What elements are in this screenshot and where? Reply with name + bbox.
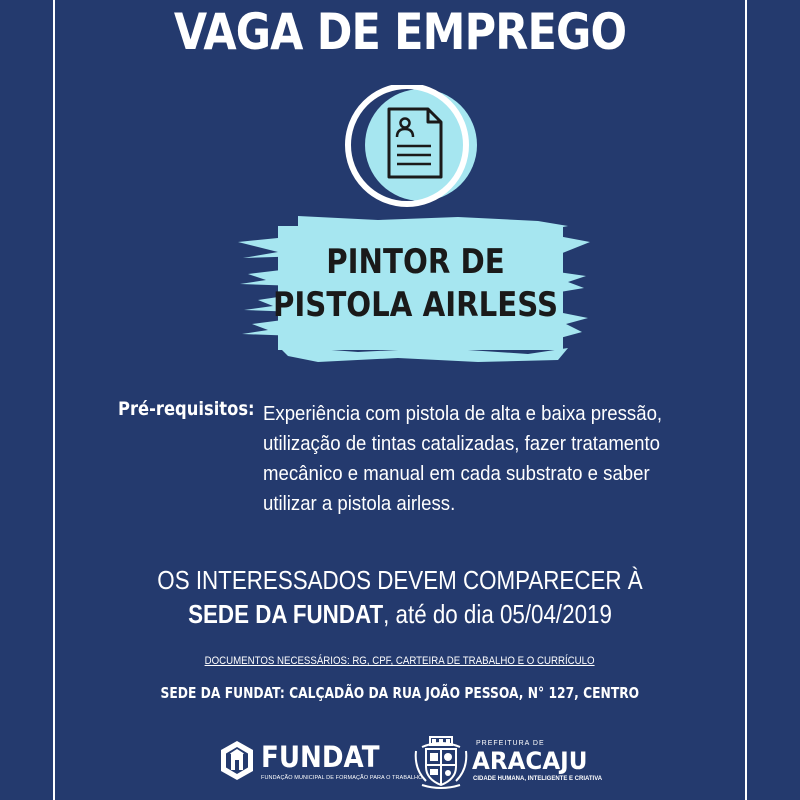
fundat-logo [219,738,423,788]
frame-line-left [53,0,55,800]
fundat-name: FUNDAT [261,740,380,774]
address-text: SEDE DA FUNDAT: CALÇADÃO DA RUA JOÃO PESSOA, N° 127, CENTRO [160,684,640,702]
required-documents-text: DOCUMENTOS NECESSÁRIOS: RG, CPF, CARTEIRA DE TRABALHO E O CURRÍCULO [205,655,595,667]
requirements-line: utilização de tintas catalizadas, fazer tratamento [263,433,661,455]
job-title [263,241,568,327]
job-title-line-2: PISTOLA AIRLESS [272,285,559,325]
fundat-tagline: FUNDAÇÃO MUNICIPAL DE FORMAÇÃO PARA O TRABALHO [261,775,423,781]
address [0,682,800,704]
requirements-text [263,399,743,519]
call-to-action-line-2 [56,596,744,632]
aracaju-coat-of-arms-icon [412,733,470,791]
headline: VAGA DE EMPREGO [173,3,627,61]
location-name: SEDE DA FUNDAT [188,599,384,629]
resume-document-icon [343,85,478,210]
requirements-line: mecânico e manual em cada substrato e saber [263,463,650,485]
aracaju-name: ARACAJU [472,747,588,775]
requirements-line: Experiência com pistola de alta e baixa pressão, [263,403,663,425]
requirements-label: Pré-requisitos: [118,398,255,420]
deadline-text: , até do dia 05/04/2019 [383,599,612,629]
requirements-line: utilizar a pistola airless. [263,493,456,515]
required-documents [0,652,800,670]
fundat-hexagon-icon [219,740,255,782]
aracaju-prefix: PREFEITURA DE [476,740,545,747]
job-title-line-1: PINTOR DE [326,242,505,282]
aracaju-tagline: CIDADE HUMANA, INTELIGENTE E CRIATIVA [473,776,603,782]
aracaju-logo [412,732,603,792]
call-to-action-line-1: OS INTERESSADOS DEVEM COMPARECER À [157,565,643,595]
frame-line-right [745,0,747,800]
